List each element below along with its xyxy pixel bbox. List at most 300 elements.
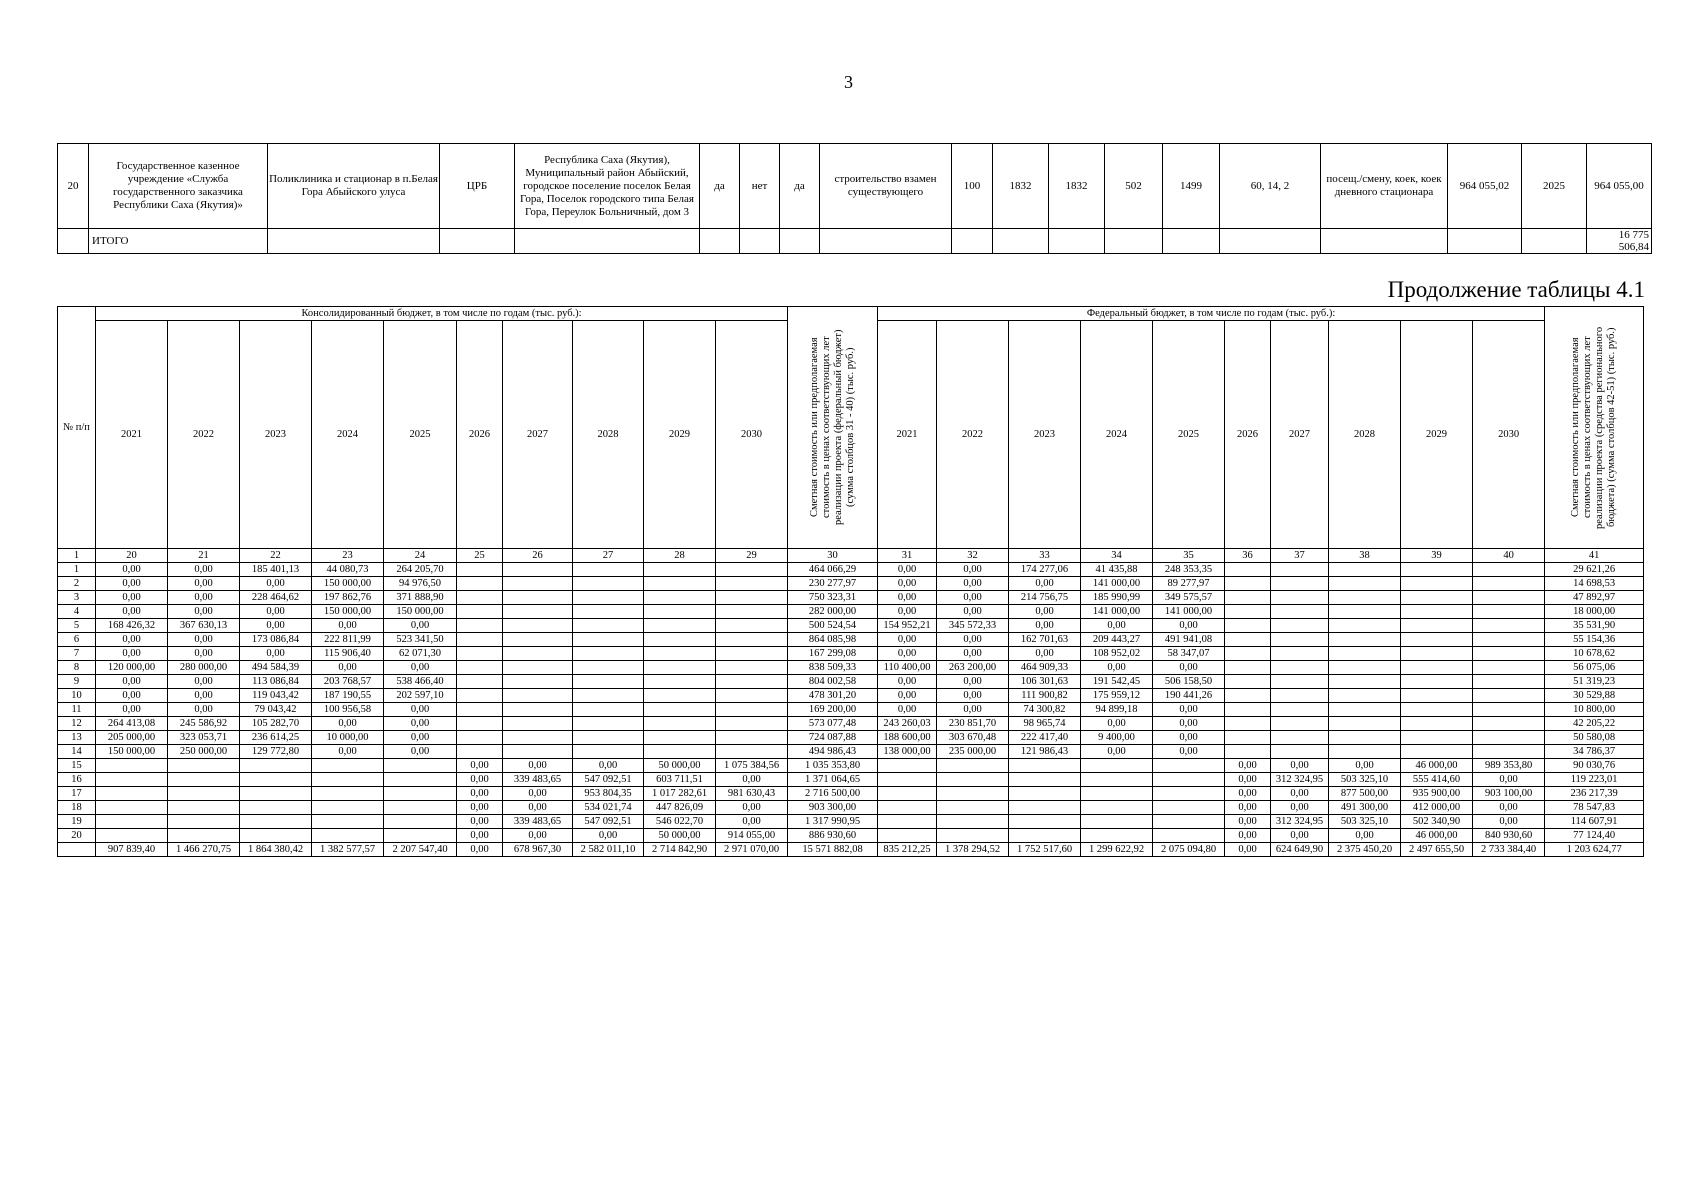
value-cell (573, 717, 644, 731)
column-number: 27 (573, 549, 644, 563)
value-cell: 9 400,00 (1081, 731, 1153, 745)
value-cell: 0,00 (716, 815, 788, 829)
value-cell: 724 087,88 (788, 731, 878, 745)
value-cell (1009, 787, 1081, 801)
value-cell (1401, 703, 1473, 717)
table-row (58, 675, 1644, 689)
table-row (58, 647, 1644, 661)
value-cell (1153, 801, 1225, 815)
value-cell (1271, 717, 1329, 731)
value-cell (1473, 675, 1545, 689)
value-cell (1271, 689, 1329, 703)
value-cell (1473, 731, 1545, 745)
consolidated-year-header: 2025 (384, 321, 457, 549)
value-cell (1473, 563, 1545, 577)
value-cell (573, 703, 644, 717)
value-cell: 0,00 (384, 745, 457, 759)
column-number: 37 (1271, 549, 1329, 563)
value-cell: 303 670,48 (937, 731, 1009, 745)
federal-year-header: 2026 (1225, 321, 1271, 549)
value-cell: 0,00 (1329, 759, 1401, 773)
value-cell: 0,00 (1081, 717, 1153, 731)
value-cell: 1 466 270,75 (168, 843, 240, 857)
value-cell: 44 080,73 (312, 563, 384, 577)
column-number: 20 (96, 549, 168, 563)
value-cell (312, 801, 384, 815)
value-cell: 282 000,00 (788, 605, 878, 619)
value-cell: 903 100,00 (1473, 787, 1545, 801)
column-number: 1 (58, 549, 96, 563)
value-cell: 0,00 (503, 759, 573, 773)
value-cell (1473, 619, 1545, 633)
value-cell: 367 630,13 (168, 619, 240, 633)
value-cell: 840 930,60 (1473, 829, 1545, 843)
value-cell (1473, 745, 1545, 759)
value-cell: 1 203 624,77 (1545, 843, 1644, 857)
value-cell (1009, 801, 1081, 815)
value-cell (716, 647, 788, 661)
value-cell: 503 325,10 (1329, 773, 1401, 787)
value-cell: 1 035 353,80 (788, 759, 878, 773)
value-cell: 0,00 (937, 633, 1009, 647)
value-cell: 0,00 (240, 647, 312, 661)
value-cell: 141 000,00 (1081, 577, 1153, 591)
address-cell: Республика Саха (Якутия), Муниципальный район Абыйский, городское поселение поселок Белая Гора, Поселок городского типа Белая Гора, Переулок Больничный, дом 3 (515, 144, 700, 229)
value-cell (1081, 801, 1153, 815)
column-number: 31 (878, 549, 937, 563)
value-cell (1401, 605, 1473, 619)
value-cell: 110 400,00 (878, 661, 937, 675)
value-cell (1401, 619, 1473, 633)
value-cell (1329, 703, 1401, 717)
value-cell (878, 759, 937, 773)
value-cell (644, 731, 716, 745)
consolidated-year-header: 2029 (644, 321, 716, 549)
value-cell (1401, 717, 1473, 731)
value-cell: 0,00 (1009, 647, 1081, 661)
total-value: 16 775 506,84 (1587, 229, 1652, 254)
value-cell: 547 092,51 (573, 815, 644, 829)
value-cell: 312 324,95 (1271, 815, 1329, 829)
value-cell (168, 787, 240, 801)
value-cell (457, 731, 503, 745)
value-cell: 0,00 (937, 689, 1009, 703)
value-cell: 0,00 (1225, 829, 1271, 843)
value-cell: 0,00 (384, 731, 457, 745)
value-cell: 230 277,97 (788, 577, 878, 591)
value-cell: 29 621,26 (1545, 563, 1644, 577)
value-cell (312, 773, 384, 787)
value-cell (503, 717, 573, 731)
value-cell: 119 043,42 (240, 689, 312, 703)
value-cell (96, 773, 168, 787)
value-cell: 0,00 (96, 675, 168, 689)
value-cell (644, 647, 716, 661)
table-row (58, 591, 1644, 605)
value-cell (644, 633, 716, 647)
value-cell (503, 745, 573, 759)
row-number: 12 (58, 717, 96, 731)
value-cell: 864 085,98 (788, 633, 878, 647)
value-cell: 2 075 094,80 (1153, 843, 1225, 857)
value-cell (1401, 633, 1473, 647)
value-cell: 0,00 (96, 703, 168, 717)
value-cell: 0,00 (1153, 745, 1225, 759)
value-cell: 555 414,60 (1401, 773, 1473, 787)
value-cell (878, 801, 937, 815)
value-cell: 150 000,00 (96, 745, 168, 759)
column-number: 32 (937, 549, 1009, 563)
value-cell (1225, 689, 1271, 703)
value-cell (644, 689, 716, 703)
value-cell: 46 000,00 (1401, 759, 1473, 773)
value-cell: 0,00 (168, 675, 240, 689)
object-table (57, 143, 1652, 254)
value-cell: 464 909,33 (1009, 661, 1081, 675)
value-cell (457, 619, 503, 633)
value-cell (384, 815, 457, 829)
value-cell (384, 773, 457, 787)
value-cell (96, 759, 168, 773)
value-cell: 41 435,88 (1081, 563, 1153, 577)
value-cell (1009, 773, 1081, 787)
value-cell: 2 733 384,40 (1473, 843, 1545, 857)
value-cell: 264 205,70 (384, 563, 457, 577)
cost-cell: 964 055,02 (1448, 144, 1522, 229)
value-cell: 18 000,00 (1545, 605, 1644, 619)
value-cell (573, 745, 644, 759)
value-cell (1271, 619, 1329, 633)
value-cell: 1 378 294,52 (937, 843, 1009, 857)
table-row (58, 689, 1644, 703)
value-cell: 236 614,25 (240, 731, 312, 745)
value-cell: 838 509,33 (788, 661, 878, 675)
value-cell: 546 022,70 (644, 815, 716, 829)
value-cell (1081, 815, 1153, 829)
column-number: 36 (1225, 549, 1271, 563)
value-cell (1225, 661, 1271, 675)
value-cell (1009, 815, 1081, 829)
customer-cell: Государственное казенное учреждение «Служба государственного заказчика Республики Саха (Якутия)» (89, 144, 268, 229)
value-cell (1225, 633, 1271, 647)
column-number: 28 (644, 549, 716, 563)
value-cell: 678 967,30 (503, 843, 573, 857)
value-cell: 0,00 (503, 829, 573, 843)
value-cell: 280 000,00 (168, 661, 240, 675)
value-cell (1225, 591, 1271, 605)
value-cell (384, 759, 457, 773)
value-cell: 0,00 (1225, 815, 1271, 829)
value-cell (1081, 773, 1153, 787)
value-cell: 263 200,00 (937, 661, 1009, 675)
value-cell: 0,00 (312, 745, 384, 759)
value-cell: 90 030,76 (1545, 759, 1644, 773)
value-cell: 150 000,00 (312, 605, 384, 619)
value-cell (573, 689, 644, 703)
value-cell (1401, 745, 1473, 759)
consolidated-year-header: 2023 (240, 321, 312, 549)
value-cell: 0,00 (1153, 731, 1225, 745)
value-cell: 0,00 (168, 591, 240, 605)
row-number: 5 (58, 619, 96, 633)
value-cell (1473, 605, 1545, 619)
value-cell: 573 077,48 (788, 717, 878, 731)
value-cell: 0,00 (1473, 773, 1545, 787)
value-cell (573, 605, 644, 619)
table-row (58, 703, 1644, 717)
value-cell: 113 086,84 (240, 675, 312, 689)
value-cell: 0,00 (96, 563, 168, 577)
row-number: 9 (58, 675, 96, 689)
value-cell: 0,00 (878, 577, 937, 591)
value-cell: 35 531,90 (1545, 619, 1644, 633)
object-cell: Поликлиника и стационар в п.Белая Гора Абыйского улуса (268, 144, 440, 229)
value-cell (1009, 759, 1081, 773)
value-cell: 167 299,08 (788, 647, 878, 661)
value-cell: 502 (1105, 144, 1163, 229)
value-cell (457, 675, 503, 689)
value-cell (503, 689, 573, 703)
value-cell: 0,00 (240, 605, 312, 619)
value-cell: 547 092,51 (573, 773, 644, 787)
value-cell (312, 815, 384, 829)
column-number: 25 (457, 549, 503, 563)
value-cell: 114 607,91 (1545, 815, 1644, 829)
table-row (58, 759, 1644, 773)
row-number: 2 (58, 577, 96, 591)
value-cell (937, 801, 1009, 815)
table-row (58, 787, 1644, 801)
value-cell: 0,00 (937, 647, 1009, 661)
value-cell (573, 661, 644, 675)
value-cell: 877 500,00 (1329, 787, 1401, 801)
value-cell: 10 800,00 (1545, 703, 1644, 717)
value-cell: 0,00 (1225, 801, 1271, 815)
value-cell: 981 630,43 (716, 787, 788, 801)
value-cell: 56 075,06 (1545, 661, 1644, 675)
value-cell (1225, 731, 1271, 745)
value-cell: 0,00 (457, 843, 503, 857)
value-cell (1153, 829, 1225, 843)
value-cell: 0,00 (312, 661, 384, 675)
value-cell (716, 577, 788, 591)
table-row (58, 577, 1644, 591)
value-cell (1271, 731, 1329, 745)
value-cell: 173 086,84 (240, 633, 312, 647)
value-cell: 835 212,25 (878, 843, 937, 857)
value-cell (168, 773, 240, 787)
total-label: ИТОГО (89, 229, 268, 254)
row-number: 13 (58, 731, 96, 745)
value-cell: 494 986,43 (788, 745, 878, 759)
column-number: 39 (1401, 549, 1473, 563)
value-cell: 1 752 517,60 (1009, 843, 1081, 857)
value-cell (168, 815, 240, 829)
value-cell (1401, 591, 1473, 605)
value-cell (1081, 759, 1153, 773)
value-cell (573, 731, 644, 745)
value-cell: 0,00 (716, 801, 788, 815)
value-cell (573, 647, 644, 661)
value-cell (716, 731, 788, 745)
value-cell (644, 563, 716, 577)
federal-header: Федеральный бюджет, в том числе по годам (тыс. руб.): (878, 307, 1545, 321)
value-cell (878, 829, 937, 843)
row-number: 16 (58, 773, 96, 787)
value-cell: 0,00 (96, 633, 168, 647)
value-cell (503, 647, 573, 661)
value-cell: 236 217,39 (1545, 787, 1644, 801)
value-cell: 115 906,40 (312, 647, 384, 661)
value-cell: 0,00 (573, 759, 644, 773)
value-cell (503, 591, 573, 605)
value-cell (168, 801, 240, 815)
value-cell: 0,00 (1081, 745, 1153, 759)
row-number: 4 (58, 605, 96, 619)
value-cell: 0,00 (1225, 787, 1271, 801)
value-cell: 230 851,70 (937, 717, 1009, 731)
value-cell (644, 619, 716, 633)
value-cell: 0,00 (1225, 759, 1271, 773)
value-cell: 30 529,88 (1545, 689, 1644, 703)
value-cell (716, 591, 788, 605)
value-cell (240, 787, 312, 801)
value-cell: 0,00 (937, 577, 1009, 591)
value-cell (644, 675, 716, 689)
column-number: 24 (384, 549, 457, 563)
value-cell: 538 466,40 (384, 675, 457, 689)
value-cell (1271, 563, 1329, 577)
value-cell: 494 584,39 (240, 661, 312, 675)
value-cell: 1832 (993, 144, 1049, 229)
value-cell (457, 563, 503, 577)
value-cell: 339 483,65 (503, 815, 573, 829)
row-number: 3 (58, 591, 96, 605)
table-row (58, 801, 1644, 815)
value-cell: 50 580,08 (1545, 731, 1644, 745)
value-cell: 228 464,62 (240, 591, 312, 605)
value-cell: 100 956,58 (312, 703, 384, 717)
capacity-cell: 60, 14, 2 (1220, 144, 1321, 229)
value-cell: 42 205,22 (1545, 717, 1644, 731)
column-number: 26 (503, 549, 573, 563)
value-cell: 0,00 (937, 563, 1009, 577)
value-cell (1271, 647, 1329, 661)
value-cell (716, 605, 788, 619)
value-cell: 78 547,83 (1545, 801, 1644, 815)
value-cell: 907 839,40 (96, 843, 168, 857)
value-cell: 111 900,82 (1009, 689, 1081, 703)
value-cell: 1 382 577,57 (312, 843, 384, 857)
value-cell: 534 021,74 (573, 801, 644, 815)
value-cell: 0,00 (878, 647, 937, 661)
value-cell: 46 000,00 (1401, 829, 1473, 843)
table-row (58, 815, 1644, 829)
value-cell: 169 200,00 (788, 703, 878, 717)
value-cell (1271, 605, 1329, 619)
value-cell: 0,00 (384, 619, 457, 633)
value-cell: 0,00 (1009, 619, 1081, 633)
column-number: 29 (716, 549, 788, 563)
value-cell (1473, 689, 1545, 703)
value-cell: 202 597,10 (384, 689, 457, 703)
value-cell: 0,00 (878, 703, 937, 717)
consolidated-year-header: 2026 (457, 321, 503, 549)
value-cell: 0,00 (1271, 829, 1329, 843)
value-cell: 100 (952, 144, 993, 229)
value-cell: 235 000,00 (937, 745, 1009, 759)
value-cell (644, 605, 716, 619)
value-cell: 120 000,00 (96, 661, 168, 675)
value-cell: 323 053,71 (168, 731, 240, 745)
value-cell: 0,00 (168, 563, 240, 577)
value-cell (1153, 787, 1225, 801)
row-number: 11 (58, 703, 96, 717)
value-cell (1225, 675, 1271, 689)
value-cell (937, 829, 1009, 843)
row-number: 15 (58, 759, 96, 773)
value-cell: 412 000,00 (1401, 801, 1473, 815)
value-cell (457, 577, 503, 591)
value-cell (878, 773, 937, 787)
value-cell (1401, 675, 1473, 689)
value-cell: 0,00 (457, 801, 503, 815)
column-number: 35 (1153, 549, 1225, 563)
col30-header (788, 307, 878, 549)
value-cell: 0,00 (312, 717, 384, 731)
federal-year-header: 2028 (1329, 321, 1401, 549)
column-number: 22 (240, 549, 312, 563)
value-cell (1225, 563, 1271, 577)
value-cell: 129 772,80 (240, 745, 312, 759)
value-cell (457, 591, 503, 605)
value-cell (878, 815, 937, 829)
value-cell (573, 675, 644, 689)
value-cell: 209 443,27 (1081, 633, 1153, 647)
value-cell (384, 801, 457, 815)
value-cell: 185 990,99 (1081, 591, 1153, 605)
value-cell (1329, 745, 1401, 759)
value-cell (1081, 829, 1153, 843)
value-cell (1329, 647, 1401, 661)
value-cell (1225, 703, 1271, 717)
value-cell (1329, 731, 1401, 745)
value-cell: 51 319,23 (1545, 675, 1644, 689)
value-cell: 349 575,57 (1153, 591, 1225, 605)
value-cell: 0,00 (96, 577, 168, 591)
value-cell: 0,00 (937, 591, 1009, 605)
value-cell: 0,00 (1009, 577, 1081, 591)
table-row (58, 829, 1644, 843)
value-cell (573, 591, 644, 605)
value-cell: 0,00 (1225, 773, 1271, 787)
value-cell: 50 000,00 (644, 759, 716, 773)
value-cell (937, 815, 1009, 829)
value-cell: 0,00 (503, 787, 573, 801)
row-number: 10 (58, 689, 96, 703)
value-cell: 119 223,01 (1545, 773, 1644, 787)
value-cell (644, 745, 716, 759)
value-cell (1271, 577, 1329, 591)
value-cell (1225, 619, 1271, 633)
value-cell (716, 633, 788, 647)
value-cell: 503 325,10 (1329, 815, 1401, 829)
value-cell: 0,00 (168, 703, 240, 717)
value-cell (1329, 605, 1401, 619)
row-number: 17 (58, 787, 96, 801)
value-cell: 94 899,18 (1081, 703, 1153, 717)
value-cell: 175 959,12 (1081, 689, 1153, 703)
